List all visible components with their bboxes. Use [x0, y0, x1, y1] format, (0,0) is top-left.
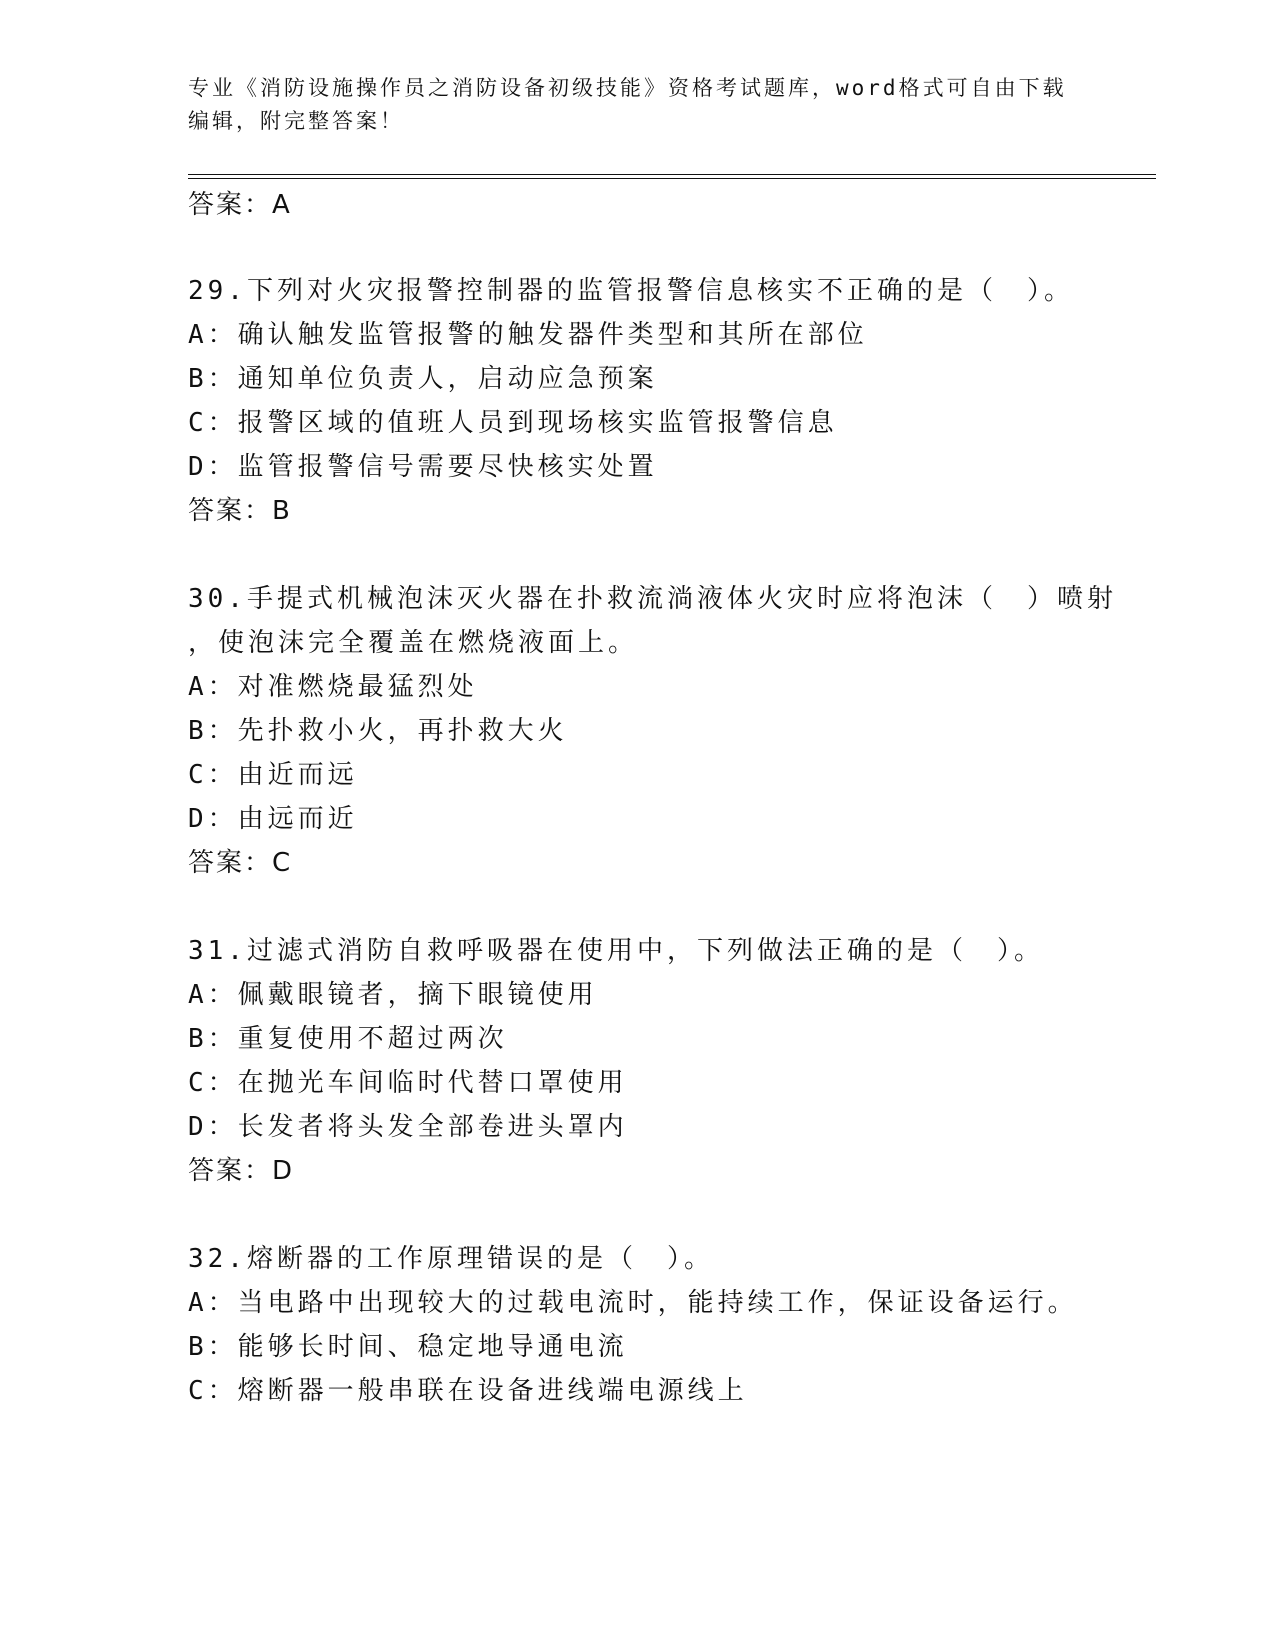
header-rule-bottom: [188, 178, 1156, 179]
question-32-option-a: A：当电路中出现较大的过载电流时，能持续工作，保证设备运行。: [188, 1288, 1078, 1318]
question-29-stem: 29.下列对火灾报警控制器的监管报警信息核实不正确的是（ ）。: [188, 276, 1074, 306]
question-29-answer: 答案：B: [188, 496, 292, 526]
question-30-option-c: C：由近而远: [188, 760, 358, 790]
question-30-option-a: A：对准燃烧最猛烈处: [188, 672, 478, 702]
question-31-option-c: C：在抛光车间临时代替口罩使用: [188, 1068, 628, 1098]
question-30-option-b: B：先扑救小火，再扑救大火: [188, 716, 568, 746]
question-30-answer: 答案：C: [188, 848, 293, 878]
question-31-answer: 答案：D: [188, 1156, 295, 1186]
question-32-stem: 32.熔断器的工作原理错误的是（ ）。: [188, 1244, 714, 1274]
question-29-option-a: A：确认触发监管报警的触发器件类型和其所在部位: [188, 320, 868, 350]
question-31-option-b: B：重复使用不超过两次: [188, 1024, 508, 1054]
question-31-stem: 31.过滤式消防自救呼吸器在使用中，下列做法正确的是（ ）。: [188, 936, 1044, 966]
question-30-stem-line-2: ，使泡沫完全覆盖在燃烧液面上。: [188, 628, 639, 658]
question-29-option-c: C：报警区域的值班人员到现场核实监管报警信息: [188, 408, 838, 438]
question-31-option-d: D：长发者将头发全部卷进头罩内: [188, 1112, 628, 1142]
question-29-option-d: D：监管报警信号需要尽快核实处置: [188, 452, 658, 482]
question-29-option-b: B：通知单位负责人，启动应急预案: [188, 364, 658, 394]
question-32-option-c: C：熔断器一般串联在设备进线端电源线上: [188, 1376, 748, 1406]
answer-28: 答案：A: [188, 190, 292, 220]
question-32-option-b: B：能够长时间、稳定地导通电流: [188, 1332, 628, 1362]
question-30-option-d: D：由远而近: [188, 804, 358, 834]
question-30-stem-line-1: 30.手提式机械泡沫灭火器在扑救流淌液体火灾时应将泡沫（ ）喷射: [188, 584, 1117, 614]
header-rule-top: [188, 174, 1156, 175]
document-header: 专业《消防设施操作员之消防设备初级技能》资格考试题库，word格式可自由下载编辑，附完整答案！: [188, 76, 1067, 133]
question-31-option-a: A：佩戴眼镜者，摘下眼镜使用: [188, 980, 598, 1010]
